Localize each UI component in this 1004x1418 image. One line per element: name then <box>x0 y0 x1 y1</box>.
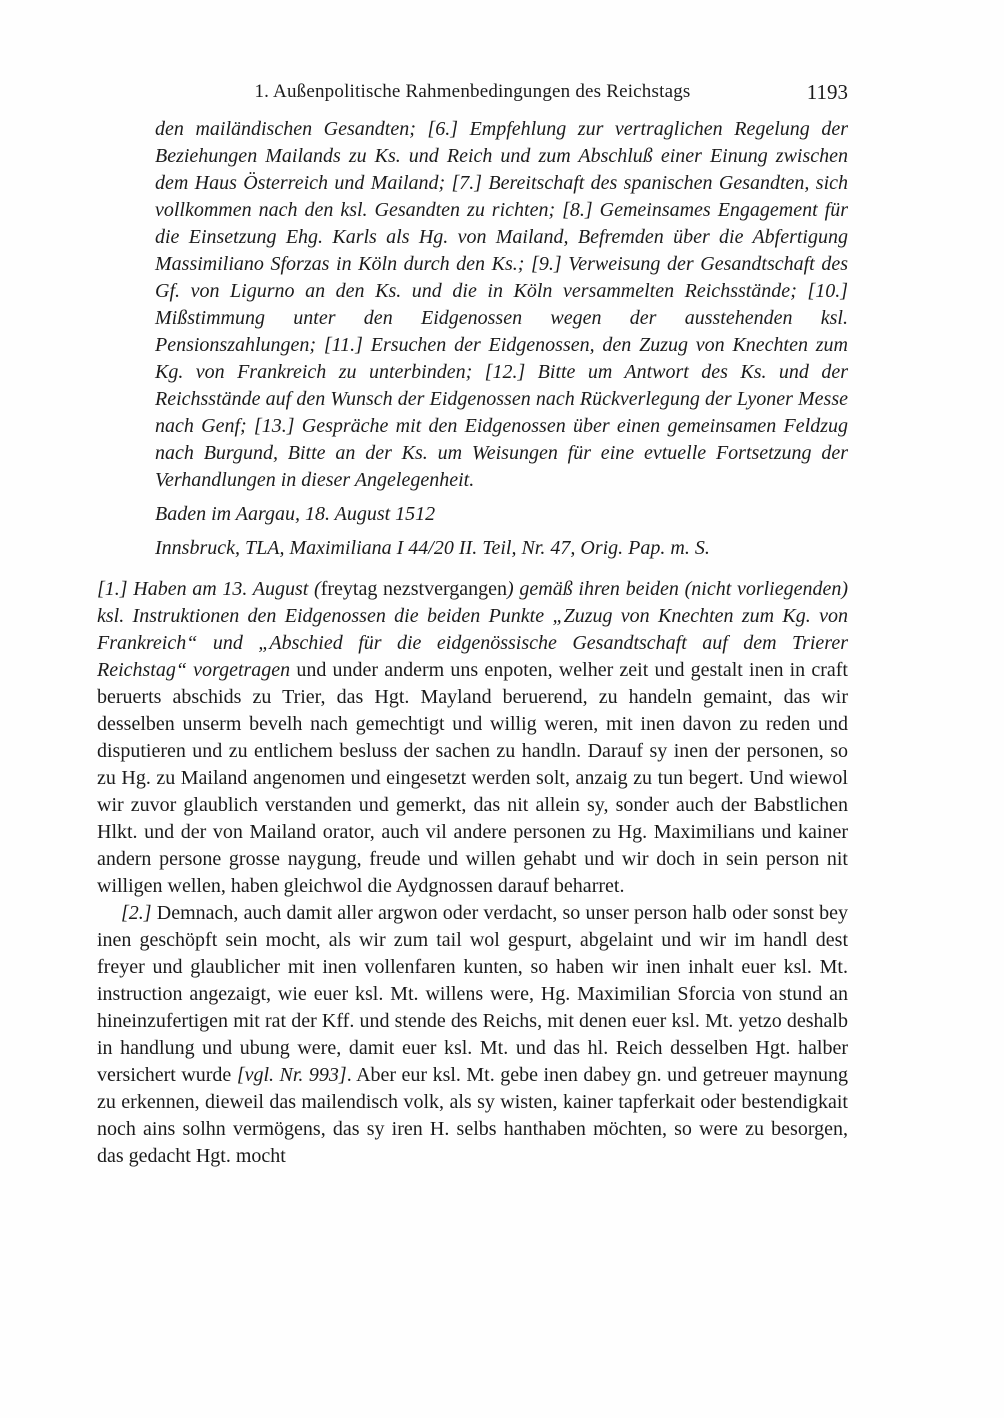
page-number: 1193 <box>806 80 848 104</box>
summary-paragraph: den mailändischen Gesandten; [6.] Empfehlung zur vertraglichen Regelung der Beziehungen Mailands zu Ks. und Reich und zum Abschluß einer Einung zwischen dem Haus Österreich und Mailand; [7.] Bereitschaft des spanischen Gesandten, sich vollkommen nach den ksl. Gesandten zu richten; [8.] Gemeinsames Engagement für die Einsetzung Ehg. Karls als Hg. von Mailand, Befremden über die Abfertigung Massimiliano Sforzas in Köln durch den Ks.; [9.] Verweisung der Gesandtschaft des Gf. von Ligurno an den Ks. und die in Köln versammelten Reichsstände; [10.] Mißstimmung unter den Eidgenossen wegen der ausstehenden ksl. Pensionszahlungen; [11.] Ersuchen der Eidgenossen, den Zuzug von Knechten zum Kg. von Frankreich zu unterbinden; [12.] Bitte um Antwort des Ks. und der Reichsstände auf den Wunsch der Eidgenossen nach Rückverlegung der Lyoner Messe nach Genf; [13.] Gespräche mit den Eidgenossen über einen gemeinsamen Feldzug nach Burgund, Bitte an der Ks. um Weisungen für eine evtuelle Fortsetzung der Verhandlungen in dieser Angelegenheit. <box>155 118 848 491</box>
document-body <box>97 576 848 1170</box>
text-run: freytag nezstvergangen <box>320 578 508 600</box>
text-run: . Aber eur ksl. Mt. gebe inen dabey gn. und getreuer maynung zu erkennen, dieweil das mailendisch volk, als sy wisten, kainer tapferkait oder bestendigkait noch ains solhn vermögens, das sy iren H. selbs hanthaben möchten, so were zu besorgen, das gedacht Hgt. mocht <box>97 1064 849 1167</box>
running-title: 1. Außenpolitische Rahmenbedingungen des Reichstags <box>254 81 691 102</box>
text-run: [1.] Haben am 13. August ( <box>97 578 321 600</box>
text-run: Demnach, auch damit aller argwon oder verdacht, so unser person halb oder sonst bey inen geschöpft sein mocht, als wir zum tail wol gespurt, abgelaint und wir im handl dest freyer und glaublicher mit inen vollenfaren kunten, so haben wir inen inhalt euer ksl. Mt. instruction angezaigt, wie euer ksl. Mt. willens were, Hg. Maximilian Sforcia von stund an hineinzufertigen mit rat der Kff. und stende des Reichs, mit denen euer ksl. Mt. yetzo deshalb in handlung und ubung were, damit euer ksl. Mt. und das hl. Reich desselben Hgt. halber versichert wurde <box>97 902 848 1086</box>
text-run: und under anderm uns enpoten, welher zeit und gestalt inen in craft beruerts abschids zu Trier, das Hgt. Mayland beruerend, zu handeln gemaint, das wir desselben unserm bevelh nach gemechtigt und willig weren, mit inen davon zu reden und disputieren und zu entlichem besluss der sachen zu handln. Darauf sy inen der personen, so zu Hg. zu Mailand angenomen und eingesetzt werden solt, anzaig zu tun begert. Und wiewol wir zuvor glaublich verstanden und gemerkt, das nit allein sy, sonder auch der Babstlichen Hlkt. und der von Mailand orator, auch vil andere personen zu Hg. Maximilians und kainer andern persone grosse naygung, freude und willen gehabt und wir doch in sein person nit willigen wellen, haben gleichwol die Aydgnossen darauf beharret. <box>97 659 848 897</box>
date-line: Baden im Aargau, 18. August 1512 <box>155 503 436 525</box>
body-paragraph-1 <box>97 576 848 900</box>
page-header <box>97 78 848 106</box>
text-run: [vgl. Nr. 993] <box>236 1064 347 1086</box>
text-run: ) gemäß ihren beiden (nicht vorliegenden) ksl. Instruktionen den Eidgenossen die beiden Punkte „Zuzug von Knechten zum Kg. von Frankreich“ und „Abschied für die eidgenössische Gesandtschaft auf dem Trierer Reichstag“ vorgetragen <box>97 578 849 681</box>
source-line: Innsbruck, TLA, Maximiliana I 44/20 II. Teil, Nr. 47, Orig. Pap. m. S. <box>155 537 710 559</box>
body-paragraph-2 <box>97 900 848 1170</box>
text-run: [2.] <box>121 902 152 924</box>
